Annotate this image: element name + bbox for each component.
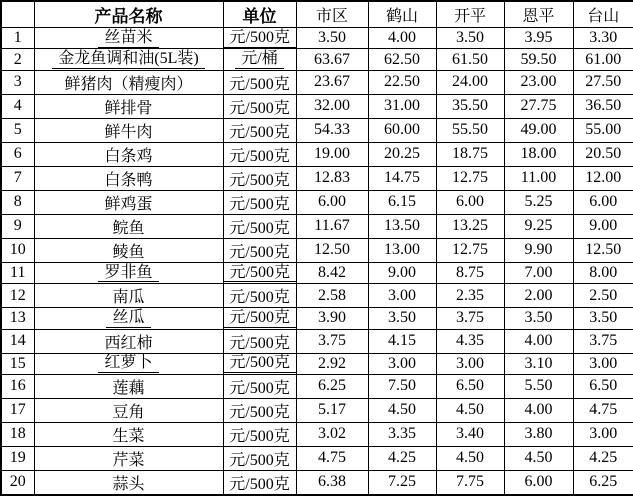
table-row bbox=[1, 398, 633, 422]
price-cell-shiqu: 63.67 bbox=[296, 49, 368, 70]
price-cell-taishan: 12.50 bbox=[573, 238, 633, 262]
price-cell-kaiping: 3.75 bbox=[436, 308, 504, 329]
price-cell-kaiping: 35.50 bbox=[436, 94, 504, 118]
row-number-cell: 14 bbox=[1, 329, 34, 353]
table-row bbox=[1, 446, 633, 470]
price-cell-kaiping: 61.50 bbox=[436, 49, 504, 70]
col-header-city-kaiping: 开平 bbox=[436, 1, 504, 28]
price-cell-enping: 5.50 bbox=[504, 374, 573, 398]
price-cell-enping: 4.00 bbox=[504, 398, 573, 422]
price-cell-shiqu: 5.17 bbox=[296, 398, 368, 422]
price-cell-enping: 2.00 bbox=[504, 284, 573, 308]
price-cell-taishan: 3.00 bbox=[573, 422, 633, 446]
underlined-product-text: 红萝卜 bbox=[98, 354, 158, 373]
table-row bbox=[1, 94, 633, 118]
price-cell-kaiping: 4.35 bbox=[436, 329, 504, 353]
table-row bbox=[1, 49, 633, 70]
unit-cell bbox=[223, 49, 296, 70]
product-name-cell: 白条鸡 bbox=[34, 142, 223, 166]
price-cell-kaiping: 3.40 bbox=[436, 422, 504, 446]
price-cell-shiqu: 3.50 bbox=[296, 28, 368, 49]
price-cell-taishan: 55.00 bbox=[573, 118, 633, 142]
unit-cell: 元/500克 bbox=[223, 238, 296, 262]
col-header-city-enping: 恩平 bbox=[504, 1, 573, 28]
price-cell-heshan: 9.00 bbox=[368, 262, 436, 283]
table-row bbox=[1, 214, 633, 238]
price-cell-shiqu: 6.38 bbox=[296, 470, 368, 495]
price-cell-heshan: 22.50 bbox=[368, 70, 436, 94]
product-name-cell: 蒜头 bbox=[34, 470, 223, 495]
col-header-city-shiqu: 市区 bbox=[296, 1, 368, 28]
price-cell-heshan: 4.15 bbox=[368, 329, 436, 353]
col-header-city-heshan: 鹤山 bbox=[368, 1, 436, 28]
unit-cell: 元/500克 bbox=[223, 166, 296, 190]
unit-cell bbox=[223, 28, 296, 49]
price-cell-shiqu: 23.67 bbox=[296, 70, 368, 94]
unit-cell: 元/500克 bbox=[223, 374, 296, 398]
underlined-product-text: 元/500克 bbox=[224, 354, 296, 373]
price-cell-shiqu: 8.42 bbox=[296, 262, 368, 283]
table-row bbox=[1, 118, 633, 142]
product-name-cell: 西红柿 bbox=[34, 329, 223, 353]
price-cell-shiqu: 12.50 bbox=[296, 238, 368, 262]
price-cell-taishan: 6.00 bbox=[573, 190, 633, 214]
price-cell-heshan: 31.00 bbox=[368, 94, 436, 118]
price-cell-heshan: 3.00 bbox=[368, 353, 436, 374]
row-number-cell: 20 bbox=[1, 470, 34, 495]
row-number-cell: 8 bbox=[1, 190, 34, 214]
table-body bbox=[1, 28, 633, 495]
price-cell-shiqu: 19.00 bbox=[296, 142, 368, 166]
product-name-cell: 白条鸭 bbox=[34, 166, 223, 190]
product-name-cell bbox=[34, 28, 223, 49]
col-header-product: 产品名称 bbox=[34, 1, 223, 28]
price-cell-taishan: 3.75 bbox=[573, 329, 633, 353]
unit-cell: 元/500克 bbox=[223, 190, 296, 214]
unit-cell: 元/500克 bbox=[223, 329, 296, 353]
price-cell-taishan: 27.50 bbox=[573, 70, 633, 94]
unit-cell bbox=[223, 353, 296, 374]
table-row bbox=[1, 470, 633, 495]
price-cell-heshan: 20.25 bbox=[368, 142, 436, 166]
product-name-cell: 芹菜 bbox=[34, 446, 223, 470]
price-cell-taishan: 36.50 bbox=[573, 94, 633, 118]
underlined-product-text: 元/500克 bbox=[224, 264, 296, 283]
product-name-cell bbox=[34, 262, 223, 283]
underlined-product-text: 罗非鱼 bbox=[98, 264, 158, 283]
row-number-cell: 1 bbox=[1, 28, 34, 49]
price-cell-shiqu: 54.33 bbox=[296, 118, 368, 142]
price-cell-enping: 9.25 bbox=[504, 214, 573, 238]
underlined-product-text: 金龙鱼调和油(5L装) bbox=[52, 50, 204, 69]
price-cell-kaiping: 13.25 bbox=[436, 214, 504, 238]
table-row bbox=[1, 166, 633, 190]
price-cell-taishan: 12.00 bbox=[573, 166, 633, 190]
table-row bbox=[1, 238, 633, 262]
product-name-cell: 鲩鱼 bbox=[34, 214, 223, 238]
price-cell-taishan: 6.50 bbox=[573, 374, 633, 398]
price-cell-enping: 59.50 bbox=[504, 49, 573, 70]
product-name-cell: 鲜鸡蛋 bbox=[34, 190, 223, 214]
price-cell-taishan: 3.50 bbox=[573, 308, 633, 329]
row-number-cell: 13 bbox=[1, 308, 34, 329]
underlined-product-text: 丝瓜 bbox=[106, 309, 150, 328]
row-number-cell: 12 bbox=[1, 284, 34, 308]
unit-cell: 元/500克 bbox=[223, 398, 296, 422]
table-row bbox=[1, 28, 633, 49]
price-cell-taishan: 2.50 bbox=[573, 284, 633, 308]
row-number-cell: 6 bbox=[1, 142, 34, 166]
price-cell-heshan: 4.25 bbox=[368, 446, 436, 470]
unit-cell: 元/500克 bbox=[223, 142, 296, 166]
table-row bbox=[1, 142, 633, 166]
price-cell-enping: 4.50 bbox=[504, 446, 573, 470]
row-number-cell: 9 bbox=[1, 214, 34, 238]
price-cell-taishan: 4.75 bbox=[573, 398, 633, 422]
table-row bbox=[1, 329, 633, 353]
table-row bbox=[1, 353, 633, 374]
underlined-product-text: 丝苗米 bbox=[98, 29, 158, 48]
price-cell-enping: 27.75 bbox=[504, 94, 573, 118]
price-cell-shiqu: 2.58 bbox=[296, 284, 368, 308]
table-row bbox=[1, 190, 633, 214]
unit-cell: 元/500克 bbox=[223, 214, 296, 238]
row-number-cell: 17 bbox=[1, 398, 34, 422]
row-number-cell: 16 bbox=[1, 374, 34, 398]
unit-cell: 元/500克 bbox=[223, 70, 296, 94]
table-row bbox=[1, 374, 633, 398]
price-cell-shiqu: 4.75 bbox=[296, 446, 368, 470]
product-name-cell: 莲藕 bbox=[34, 374, 223, 398]
price-cell-heshan: 13.00 bbox=[368, 238, 436, 262]
row-number-cell: 3 bbox=[1, 70, 34, 94]
unit-cell: 元/500克 bbox=[223, 470, 296, 495]
col-header-unit: 单位 bbox=[223, 1, 296, 28]
row-number-cell: 2 bbox=[1, 49, 34, 70]
underlined-product-text: 元/500克 bbox=[224, 29, 296, 48]
price-cell-heshan: 3.00 bbox=[368, 284, 436, 308]
product-name-cell: 生菜 bbox=[34, 422, 223, 446]
price-cell-enping: 3.95 bbox=[504, 28, 573, 49]
table-header bbox=[1, 1, 633, 28]
row-number-cell: 19 bbox=[1, 446, 34, 470]
price-cell-shiqu: 6.25 bbox=[296, 374, 368, 398]
price-cell-kaiping: 6.00 bbox=[436, 190, 504, 214]
row-number-cell: 4 bbox=[1, 94, 34, 118]
price-cell-heshan: 7.25 bbox=[368, 470, 436, 495]
row-number-cell: 11 bbox=[1, 262, 34, 283]
price-cell-enping: 23.00 bbox=[504, 70, 573, 94]
price-cell-enping: 4.00 bbox=[504, 329, 573, 353]
unit-cell: 元/500克 bbox=[223, 422, 296, 446]
price-cell-enping: 6.00 bbox=[504, 470, 573, 495]
product-name-cell bbox=[34, 353, 223, 374]
price-cell-taishan: 61.00 bbox=[573, 49, 633, 70]
price-cell-taishan: 6.25 bbox=[573, 470, 633, 495]
price-cell-enping: 9.90 bbox=[504, 238, 573, 262]
unit-cell: 元/500克 bbox=[223, 446, 296, 470]
price-cell-taishan: 3.30 bbox=[573, 28, 633, 49]
price-cell-heshan: 3.35 bbox=[368, 422, 436, 446]
product-name-cell: 鲜猪肉（精瘦肉） bbox=[34, 70, 223, 94]
price-cell-taishan: 9.00 bbox=[573, 214, 633, 238]
table-row bbox=[1, 262, 633, 283]
unit-cell: 元/500克 bbox=[223, 94, 296, 118]
row-number-cell: 18 bbox=[1, 422, 34, 446]
product-name-cell: 鲜牛肉 bbox=[34, 118, 223, 142]
price-cell-heshan: 6.15 bbox=[368, 190, 436, 214]
price-cell-heshan: 4.50 bbox=[368, 398, 436, 422]
price-cell-enping: 49.00 bbox=[504, 118, 573, 142]
row-number-cell: 15 bbox=[1, 353, 34, 374]
product-name-cell bbox=[34, 49, 223, 70]
table-row bbox=[1, 308, 633, 329]
price-cell-kaiping: 12.75 bbox=[436, 166, 504, 190]
price-cell-heshan: 3.50 bbox=[368, 308, 436, 329]
unit-cell bbox=[223, 262, 296, 283]
product-name-cell: 豆角 bbox=[34, 398, 223, 422]
price-cell-enping: 11.00 bbox=[504, 166, 573, 190]
price-cell-taishan: 3.00 bbox=[573, 353, 633, 374]
price-cell-kaiping: 24.00 bbox=[436, 70, 504, 94]
price-cell-kaiping: 18.75 bbox=[436, 142, 504, 166]
price-cell-heshan: 60.00 bbox=[368, 118, 436, 142]
header-row bbox=[1, 1, 633, 28]
col-header-city-taishan: 台山 bbox=[573, 1, 633, 28]
price-cell-kaiping: 12.75 bbox=[436, 238, 504, 262]
product-name-cell bbox=[34, 308, 223, 329]
price-cell-shiqu: 2.92 bbox=[296, 353, 368, 374]
price-cell-shiqu: 3.90 bbox=[296, 308, 368, 329]
product-name-cell: 鲮鱼 bbox=[34, 238, 223, 262]
price-cell-enping: 5.25 bbox=[504, 190, 573, 214]
underlined-product-text: 元/500克 bbox=[224, 309, 296, 328]
price-cell-enping: 7.00 bbox=[504, 262, 573, 283]
underlined-product-text: 元/桶 bbox=[235, 50, 283, 69]
price-cell-shiqu: 3.02 bbox=[296, 422, 368, 446]
price-cell-shiqu: 11.67 bbox=[296, 214, 368, 238]
price-cell-kaiping: 4.50 bbox=[436, 446, 504, 470]
price-cell-heshan: 4.00 bbox=[368, 28, 436, 49]
unit-cell: 元/500克 bbox=[223, 284, 296, 308]
table-row bbox=[1, 284, 633, 308]
price-cell-taishan: 4.25 bbox=[573, 446, 633, 470]
price-cell-heshan: 62.50 bbox=[368, 49, 436, 70]
row-number-cell: 7 bbox=[1, 166, 34, 190]
price-cell-enping: 18.00 bbox=[504, 142, 573, 166]
row-number-cell: 10 bbox=[1, 238, 34, 262]
table-row bbox=[1, 422, 633, 446]
price-cell-kaiping: 8.75 bbox=[436, 262, 504, 283]
price-cell-enping: 3.50 bbox=[504, 308, 573, 329]
price-cell-shiqu: 32.00 bbox=[296, 94, 368, 118]
price-cell-enping: 3.10 bbox=[504, 353, 573, 374]
price-cell-enping: 3.80 bbox=[504, 422, 573, 446]
unit-cell: 元/500克 bbox=[223, 118, 296, 142]
price-cell-kaiping: 3.00 bbox=[436, 353, 504, 374]
price-cell-shiqu: 12.83 bbox=[296, 166, 368, 190]
price-cell-shiqu: 6.00 bbox=[296, 190, 368, 214]
unit-cell bbox=[223, 308, 296, 329]
price-cell-kaiping: 4.50 bbox=[436, 398, 504, 422]
price-cell-kaiping: 7.75 bbox=[436, 470, 504, 495]
price-cell-shiqu: 3.75 bbox=[296, 329, 368, 353]
product-name-cell: 南瓜 bbox=[34, 284, 223, 308]
price-cell-heshan: 13.50 bbox=[368, 214, 436, 238]
price-cell-kaiping: 2.35 bbox=[436, 284, 504, 308]
price-cell-heshan: 14.75 bbox=[368, 166, 436, 190]
price-cell-kaiping: 55.50 bbox=[436, 118, 504, 142]
row-number-cell: 5 bbox=[1, 118, 34, 142]
corner-cell bbox=[1, 1, 34, 28]
table-row bbox=[1, 70, 633, 94]
product-name-cell: 鲜排骨 bbox=[34, 94, 223, 118]
price-cell-taishan: 8.00 bbox=[573, 262, 633, 283]
price-cell-kaiping: 6.50 bbox=[436, 374, 504, 398]
price-cell-kaiping: 3.50 bbox=[436, 28, 504, 49]
price-cell-taishan: 20.50 bbox=[573, 142, 633, 166]
price-cell-heshan: 7.50 bbox=[368, 374, 436, 398]
